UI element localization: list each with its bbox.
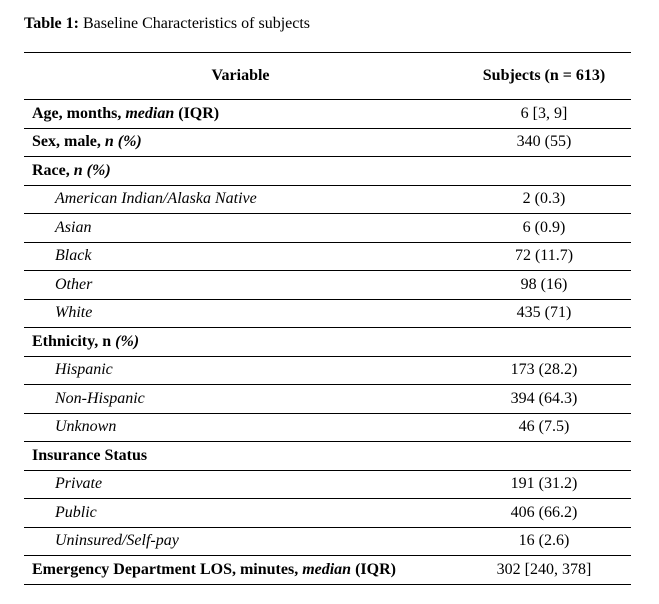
value-cell: 2 (0.3) [457, 185, 631, 214]
variable-cell [24, 214, 457, 243]
value-cell: 394 (64.3) [457, 385, 631, 414]
variable-text: Sex, male, [32, 133, 105, 151]
variable-cell [24, 328, 457, 357]
variable-text: Asian [55, 218, 92, 236]
variable-text: (%) [115, 332, 140, 350]
variable-cell [24, 470, 457, 499]
variable-text: Age, months, [32, 104, 126, 122]
value-cell: 6 (0.9) [457, 214, 631, 243]
value-cell [457, 442, 631, 471]
variable-cell [24, 556, 457, 585]
table-row [24, 499, 631, 528]
variable-cell [24, 271, 457, 300]
table-caption [24, 14, 310, 34]
table-row-heading [24, 100, 631, 129]
variable-text: Non-Hispanic [55, 389, 145, 407]
value-cell [457, 328, 631, 357]
variable-text: (IQR) [351, 560, 396, 578]
header-variable: Variable [24, 53, 457, 100]
value-cell: 340 (55) [457, 128, 631, 157]
table-row-heading [24, 157, 631, 186]
table-row [24, 527, 631, 556]
variable-text: n (%) [73, 161, 111, 179]
value-cell: 302 [240, 378] [457, 556, 631, 585]
value-cell: 6 [3, 9] [457, 100, 631, 129]
table-row-heading [24, 128, 631, 157]
value-cell: 435 (71) [457, 299, 631, 328]
variable-text: n (%) [104, 133, 142, 151]
variable-cell [24, 100, 457, 129]
variable-cell [24, 157, 457, 186]
variable-cell [24, 185, 457, 214]
table-row-heading [24, 442, 631, 471]
table-row [24, 413, 631, 442]
variable-cell [24, 128, 457, 157]
table-header [24, 53, 631, 100]
value-cell: 406 (66.2) [457, 499, 631, 528]
variable-text: Hispanic [55, 361, 113, 379]
variable-cell [24, 499, 457, 528]
table-row [24, 356, 631, 385]
variable-text: Uninsured/Self-pay [55, 532, 179, 550]
variable-cell [24, 442, 457, 471]
table-row [24, 242, 631, 271]
table-row-heading [24, 328, 631, 357]
variable-text: median [125, 104, 175, 122]
variable-text: Public [55, 503, 97, 521]
variable-text: American Indian/Alaska Native [55, 190, 257, 208]
value-cell: 16 (2.6) [457, 527, 631, 556]
table-body [24, 100, 631, 585]
variable-text: Race, [32, 161, 74, 179]
variable-cell [24, 385, 457, 414]
value-cell: 191 (31.2) [457, 470, 631, 499]
variable-text: White [55, 304, 93, 322]
variable-text: Insurance Status [32, 446, 148, 464]
value-cell [457, 157, 631, 186]
baseline-characteristics-table [24, 52, 631, 585]
value-cell: 72 (11.7) [457, 242, 631, 271]
variable-text: Ethnicity, n [32, 332, 116, 350]
table-row [24, 385, 631, 414]
value-cell: 98 (16) [457, 271, 631, 300]
table-row [24, 299, 631, 328]
variable-cell [24, 242, 457, 271]
variable-text: Other [55, 275, 93, 293]
table-row [24, 214, 631, 243]
table-row [24, 185, 631, 214]
variable-text: Emergency Department LOS, minutes, [32, 560, 303, 578]
caption-label: Table 1: [24, 15, 79, 32]
variable-cell [24, 356, 457, 385]
variable-text: Unknown [55, 418, 117, 436]
variable-text: Private [55, 475, 103, 493]
variable-cell [24, 299, 457, 328]
table-row [24, 470, 631, 499]
variable-cell [24, 413, 457, 442]
variable-text: Black [55, 247, 92, 265]
header-row [24, 53, 631, 100]
table-row [24, 271, 631, 300]
caption-text: Baseline Characteristics of subjects [82, 15, 311, 32]
value-cell: 46 (7.5) [457, 413, 631, 442]
variable-text: median [302, 560, 352, 578]
variable-cell [24, 527, 457, 556]
table-row-heading [24, 556, 631, 585]
value-cell: 173 (28.2) [457, 356, 631, 385]
variable-text: (IQR) [174, 104, 220, 122]
header-subjects: Subjects (n = 613) [457, 53, 631, 100]
